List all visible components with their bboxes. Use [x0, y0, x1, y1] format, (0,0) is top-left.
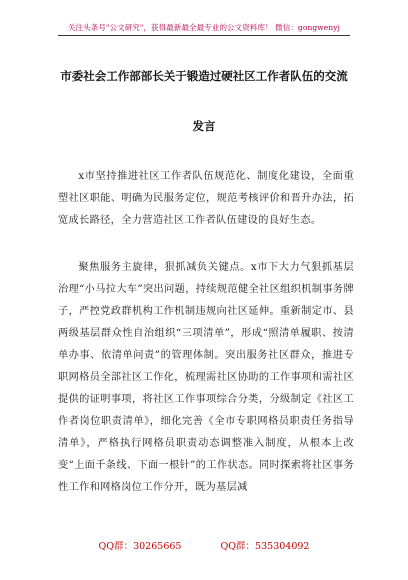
paragraph-text: 聚焦服务主旋律，狠抓减负关键点。x市下大力气狠抓基层治理“小马拉大车”突出问题，持续规范健全社区组织机制事务牌子，严控党政群机构工作机制违规向社区延伸。重新制定市、县两级基层群众性自治组织“三项清单”，形成“照清单履职、按清单办事、依清单问责”的管理体制。突出服务社区群众，推进专职网格员全部社区工作化，梳理需社区协助的工作事项和需社区提供的证明事项，将社区工作事项综合分类，分级制定《社区工作者岗位职责清单》，细化完善《全市专职网格员职责任务指导清单》，严格执行网格员职责动态调整准入制度，从根本上改变“上面千条线、下面一根针”的工作状态。同时探索将社区事务性工作和网格岗位工作分开，既为基层减	[58, 262, 354, 493]
document-title-continued: 发言	[192, 119, 216, 133]
body-paragraph-2	[58, 257, 354, 499]
footer-contact	[0, 538, 408, 552]
paragraph-text: x市坚持推进社区工作者队伍规范化、制度化建设，全面重塑社区职能、明确为民服务定位，规范考核评价和晋升办法，拓宽成长路径，全力营造社区工作者队伍建设的良好生态。	[58, 171, 354, 226]
footer-qq-group-right: QQ群：535304092	[220, 541, 310, 552]
body-paragraph-1	[58, 166, 354, 232]
document-title: 市委社会工作部部长关于锻造过硬社区工作者队伍的交流	[60, 69, 348, 83]
footer-qq-group-left: QQ群：30265665	[98, 541, 182, 552]
header-divider	[58, 35, 350, 36]
header-banner: 关注头条号"公文研究"，获得最新最全最专业的公文资料库！ 微信：gongwenyj	[67, 23, 341, 32]
